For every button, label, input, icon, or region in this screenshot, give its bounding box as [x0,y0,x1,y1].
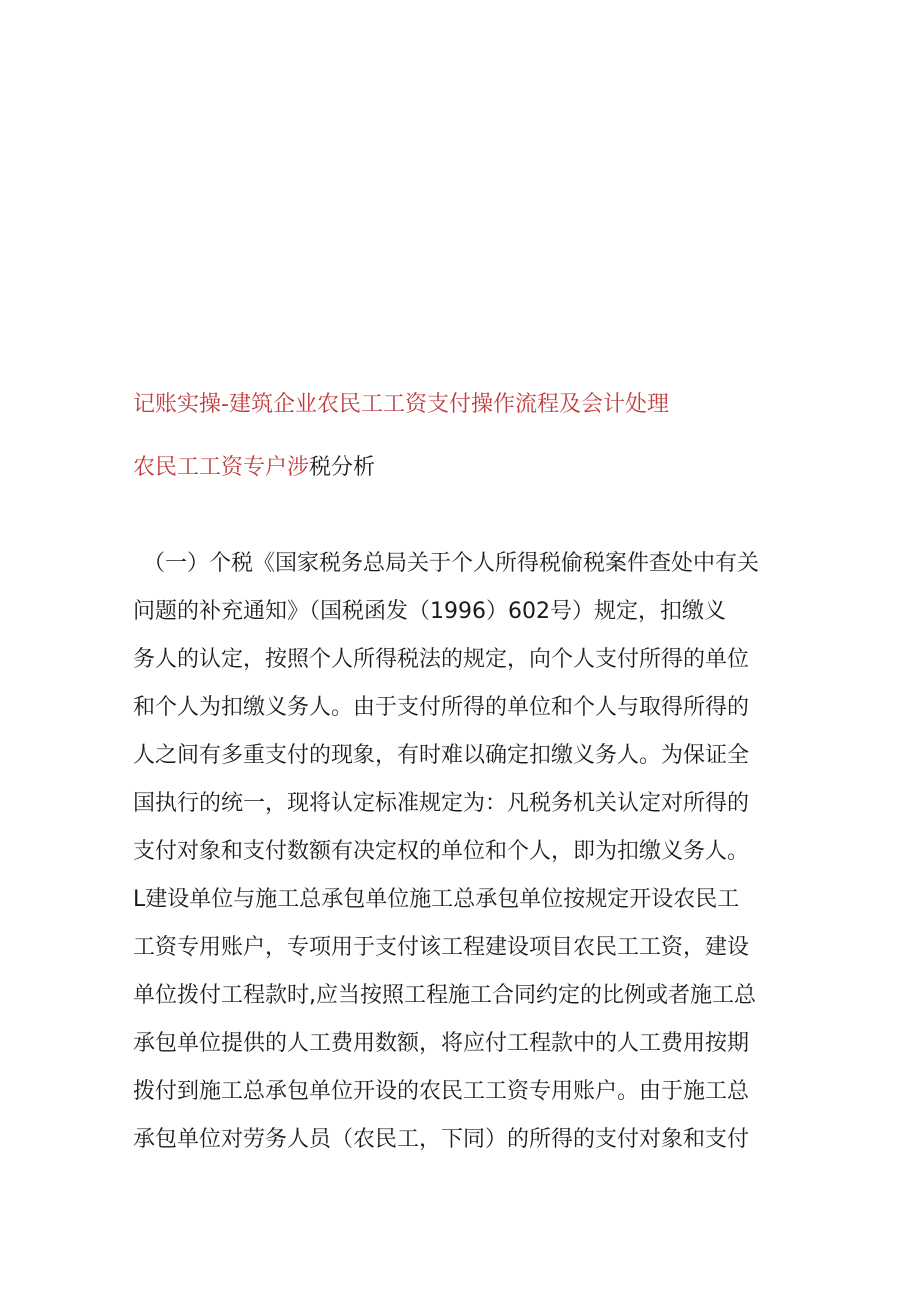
section-heading-part2: 税分析 [309,455,376,480]
section-heading [133,451,375,485]
text-line: 单位拨付工程款时,应当按照工程施工合同约定的比例或者施工总 [133,983,756,1008]
text-line: 国执行的统一，现将认定标准规定为：凡税务机关认定对所得的 [133,791,750,816]
text-line: 务人的认定，按照个人所得税法的规定，向个人支付所得的单位 [133,647,750,672]
text-line: 人之间有多重支付的现象，有时难以确定扣缴义务人。为保证全 [133,743,750,768]
document-title: 记账实操-建筑企业农民工工资支付操作流程及会计处理 [133,392,669,417]
text-line: 工资专用账户，专项用于支付该工程建设项目农民工工资，建设 [133,935,750,960]
text-line: 问题的补充通知》（国税函发（1996）602号）规定，扣缴义 [133,599,726,624]
text-line: 拨付到施工总承包单位开设的农民工工资专用账户。由于施工总 [133,1079,750,1104]
body-paragraph [133,540,793,1164]
section-heading-part1: 农民工工资专户涉 [133,455,310,480]
text-line: 和个人为扣缴义务人。由于支付所得的单位和个人与取得所得的 [133,695,750,720]
text-line: 支付对象和支付数额有决定权的单位和个人，即为扣缴义务人。 [133,839,750,864]
text-line: L建设单位与施工总承包单位施工总承包单位按规定开设农民工 [133,887,740,912]
text-line: （一）个税《国家税务总局关于个人所得税偷税案件查处中有关 [143,551,760,576]
text-line: 承包单位提供的人工费用数额，将应付工程款中的人工费用按期 [133,1031,750,1056]
text-line: 承包单位对劳务人员（农民工，下同）的所得的支付对象和支付 [133,1127,750,1152]
